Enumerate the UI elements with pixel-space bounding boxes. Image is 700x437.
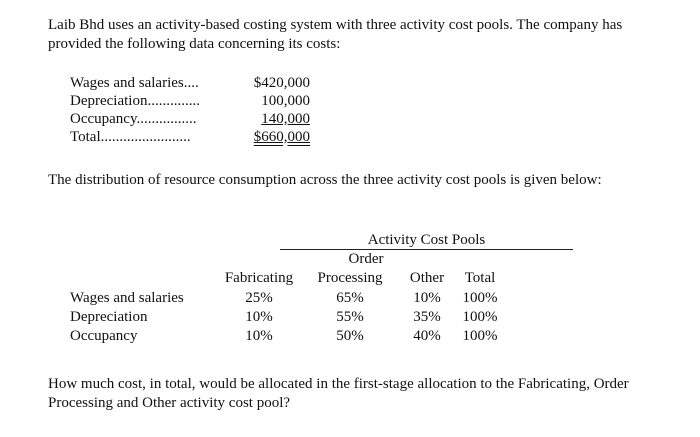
col-header-order-top: Order	[348, 251, 384, 267]
cell-fabricating: 25%	[245, 290, 273, 306]
cell-total: 100%	[462, 290, 498, 306]
cost-amount: $420,000	[253, 75, 310, 91]
cell-other: 10%	[413, 290, 441, 306]
cost-row-occupancy	[70, 110, 310, 128]
distribution-paragraph: The distribution of resource consumption across the three activity cost pools is given below:	[48, 172, 602, 188]
cell-other: 40%	[413, 328, 441, 344]
cell-other: 35%	[413, 309, 441, 325]
cost-amount: 140,000	[261, 111, 310, 127]
cost-row-depreciation	[70, 92, 310, 110]
row-label-depreciation: Depreciation	[70, 309, 148, 325]
cost-row-total	[70, 128, 310, 146]
row-label-wages: Wages and salaries	[70, 290, 184, 306]
cost-label: Occupancy................	[70, 111, 197, 127]
col-header-fabricating: Fabricating	[224, 270, 294, 286]
cell-order: 65%	[336, 290, 364, 306]
col-header-other: Other	[409, 270, 445, 286]
cost-amount: 100,000	[261, 93, 310, 109]
intro-paragraph: Laib Bhd uses an activity-based costing system with three activity cost pools. The company has provided the following data concerning its costs:	[48, 17, 623, 52]
cell-fabricating: 10%	[245, 328, 273, 344]
cost-label: Total........................	[70, 129, 191, 145]
question-paragraph: How much cost, in total, would be allocated in the first-stage allocation to the Fabricating, Order Processing and Other activity cost pool?	[48, 376, 629, 411]
cost-amount: $660,000	[253, 129, 310, 145]
cell-fabricating: 10%	[245, 309, 273, 325]
col-header-order-processing: Processing	[317, 270, 383, 286]
cost-label: Depreciation..............	[70, 93, 200, 109]
cost-label: Wages and salaries....	[70, 75, 199, 91]
col-header-total: Total	[464, 270, 496, 286]
cell-order: 55%	[336, 309, 364, 325]
cost-row-wages	[70, 74, 310, 92]
cell-total: 100%	[462, 328, 498, 344]
cell-total: 100%	[462, 309, 498, 325]
group-header: Activity Cost Pools	[280, 231, 573, 250]
cost-list	[70, 74, 310, 146]
row-label-occupancy: Occupancy	[70, 328, 138, 344]
cell-order: 50%	[336, 328, 364, 344]
